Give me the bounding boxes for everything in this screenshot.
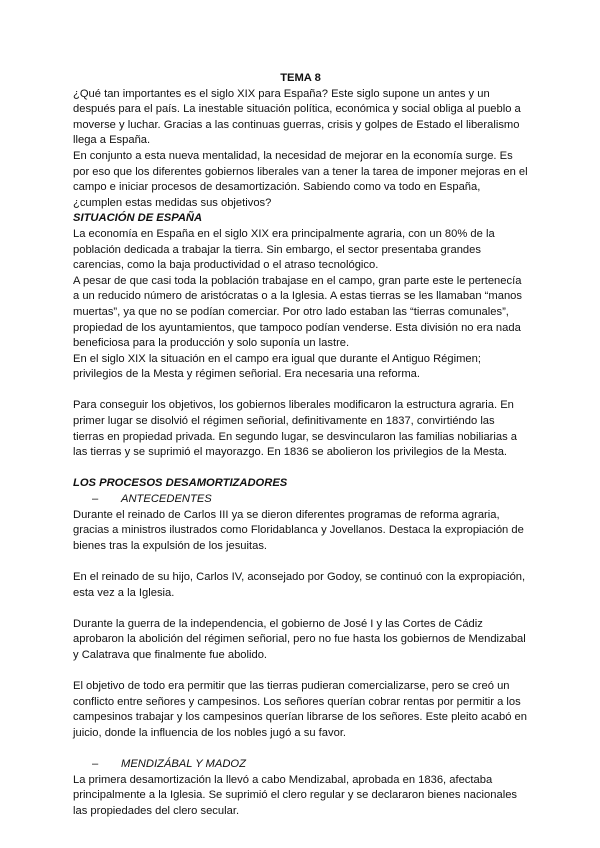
paragraph-gap xyxy=(73,383,528,399)
intro-paragraph: ¿Qué tan importantes es el siglo XIX para España? Este siglo supone un antes y un después para el país. La inestable situación política, económica y social obliga al pueblo a moverse y luchar. Gracias a las continuas guerras, crisis y golpes de Estado el liberalismo llega a España. xyxy=(73,87,521,147)
paragraph-gap xyxy=(73,664,528,680)
subheading-label: ANTECEDENTES xyxy=(121,493,212,506)
body-paragraph: Durante el reinado de Carlos III ya se dieron diferentes programas de reforma agraria, gracias a ministros ilustrados como Floridablanca y Jovellanos. Destaca la expropiación de bienes tras la expulsión de los jesuitas. xyxy=(73,508,524,552)
body-paragraph: El objetivo de todo era permitir que las tierras pudieran comercializarse, pero se creó un conflicto entre señores y campesinos. Los señores querían cobrar rentas por permitir a los campesinos trabajar y los campesinos querían librarse de los señores. Este pleito acabó en juicio, donde la influencia de los nobles jugó a su favor. xyxy=(73,680,527,739)
paragraph-gap xyxy=(73,554,528,570)
subheading-antecedentes xyxy=(92,492,528,508)
body-paragraph: La primera desamortización la llevó a cabo Mendizabal, aprobada en 1836, afectaba principalmente a la Iglesia. Se suprimió el clero regular y se declararon bienes nacionales las propiedades del clero secular. xyxy=(73,773,518,817)
subheading-mendizabal-madoz xyxy=(92,757,528,773)
body-paragraph: Para conseguir los objetivos, los gobiernos liberales modificaron la estructura agraria. En primer lugar se disolvió el régimen señorial, definitivamente en 1837, convirtiéndo las tierras en propiedad privada. En segundo lugar, se desvincularon las familias nobiliarias a las tierras y se suprimió el mayorazgo. En 1836 se abolieron los privilegios de la Mesta. xyxy=(73,399,518,459)
paragraph-gap xyxy=(73,461,528,477)
section-heading-procesos: LOS PROCESOS DESAMORTIZADORES xyxy=(73,477,288,490)
body-paragraph: En el siglo XIX la situación en el campo era igual que durante el Antiguo Régimen; privilegios de la Mesta y régimen señorial. Era necesaria una reforma. xyxy=(73,352,481,381)
body-paragraph: En el reinado de su hijo, Carlos IV, aconsejado por Godoy, se continuó con la expropiación, esta vez a la Iglesia. xyxy=(73,571,526,599)
body-paragraph: La economía en España en el siglo XIX era principalmente agraria, con un 80% de la población dedicada a trabajar la tierra. Sin embargo, el sector presentaba grandes carencias, como la baja productividad o el atraso tecnológico. xyxy=(73,227,495,272)
document-page xyxy=(73,71,528,820)
document-title: TEMA 8 xyxy=(280,72,321,84)
body-paragraph: Durante la guerra de la independencia, el gobierno de José I y las Cortes de Cádiz aprobaron la abolición del régimen señorial, pero no fue hasta los gobiernos de Mendizabal y Calatrava que finalmente fue abolido. xyxy=(73,617,526,661)
paragraph-gap xyxy=(73,601,528,617)
intro-paragraph: En conjunto a esta nueva mentalidad, la necesidad de mejorar en la economía surge. Es por eso que los diferentes gobiernos liberales van a tener la tarea de imponer mejoras en el campo e iniciar procesos de desamortización. Sabiendo como va todo en España, ¿cumplen estas medidas sus objetivos? xyxy=(73,149,528,209)
body-paragraph: A pesar de que casi toda la población trabajase en el campo, gran parte este le pertenecía a un reducido número de aristócratas o a la Iglesia. A estas tierras se les llamaban “manos muertas”, ya que no se podían comerciar. Por otro lado estaban las “tierras comunales”, propiedad de los ayuntamientos, que tampoco podían venderse. Esta división no era nada beneficiosa para la producción y solo suponía un lastre. xyxy=(73,274,522,350)
paragraph-gap xyxy=(73,742,528,758)
list-dash: – xyxy=(92,758,99,771)
list-dash: – xyxy=(92,493,99,506)
subheading-label: MENDIZÁBAL Y MADOZ xyxy=(121,758,246,771)
section-heading-situacion: SITUACIÓN DE ESPAÑA xyxy=(73,212,203,225)
